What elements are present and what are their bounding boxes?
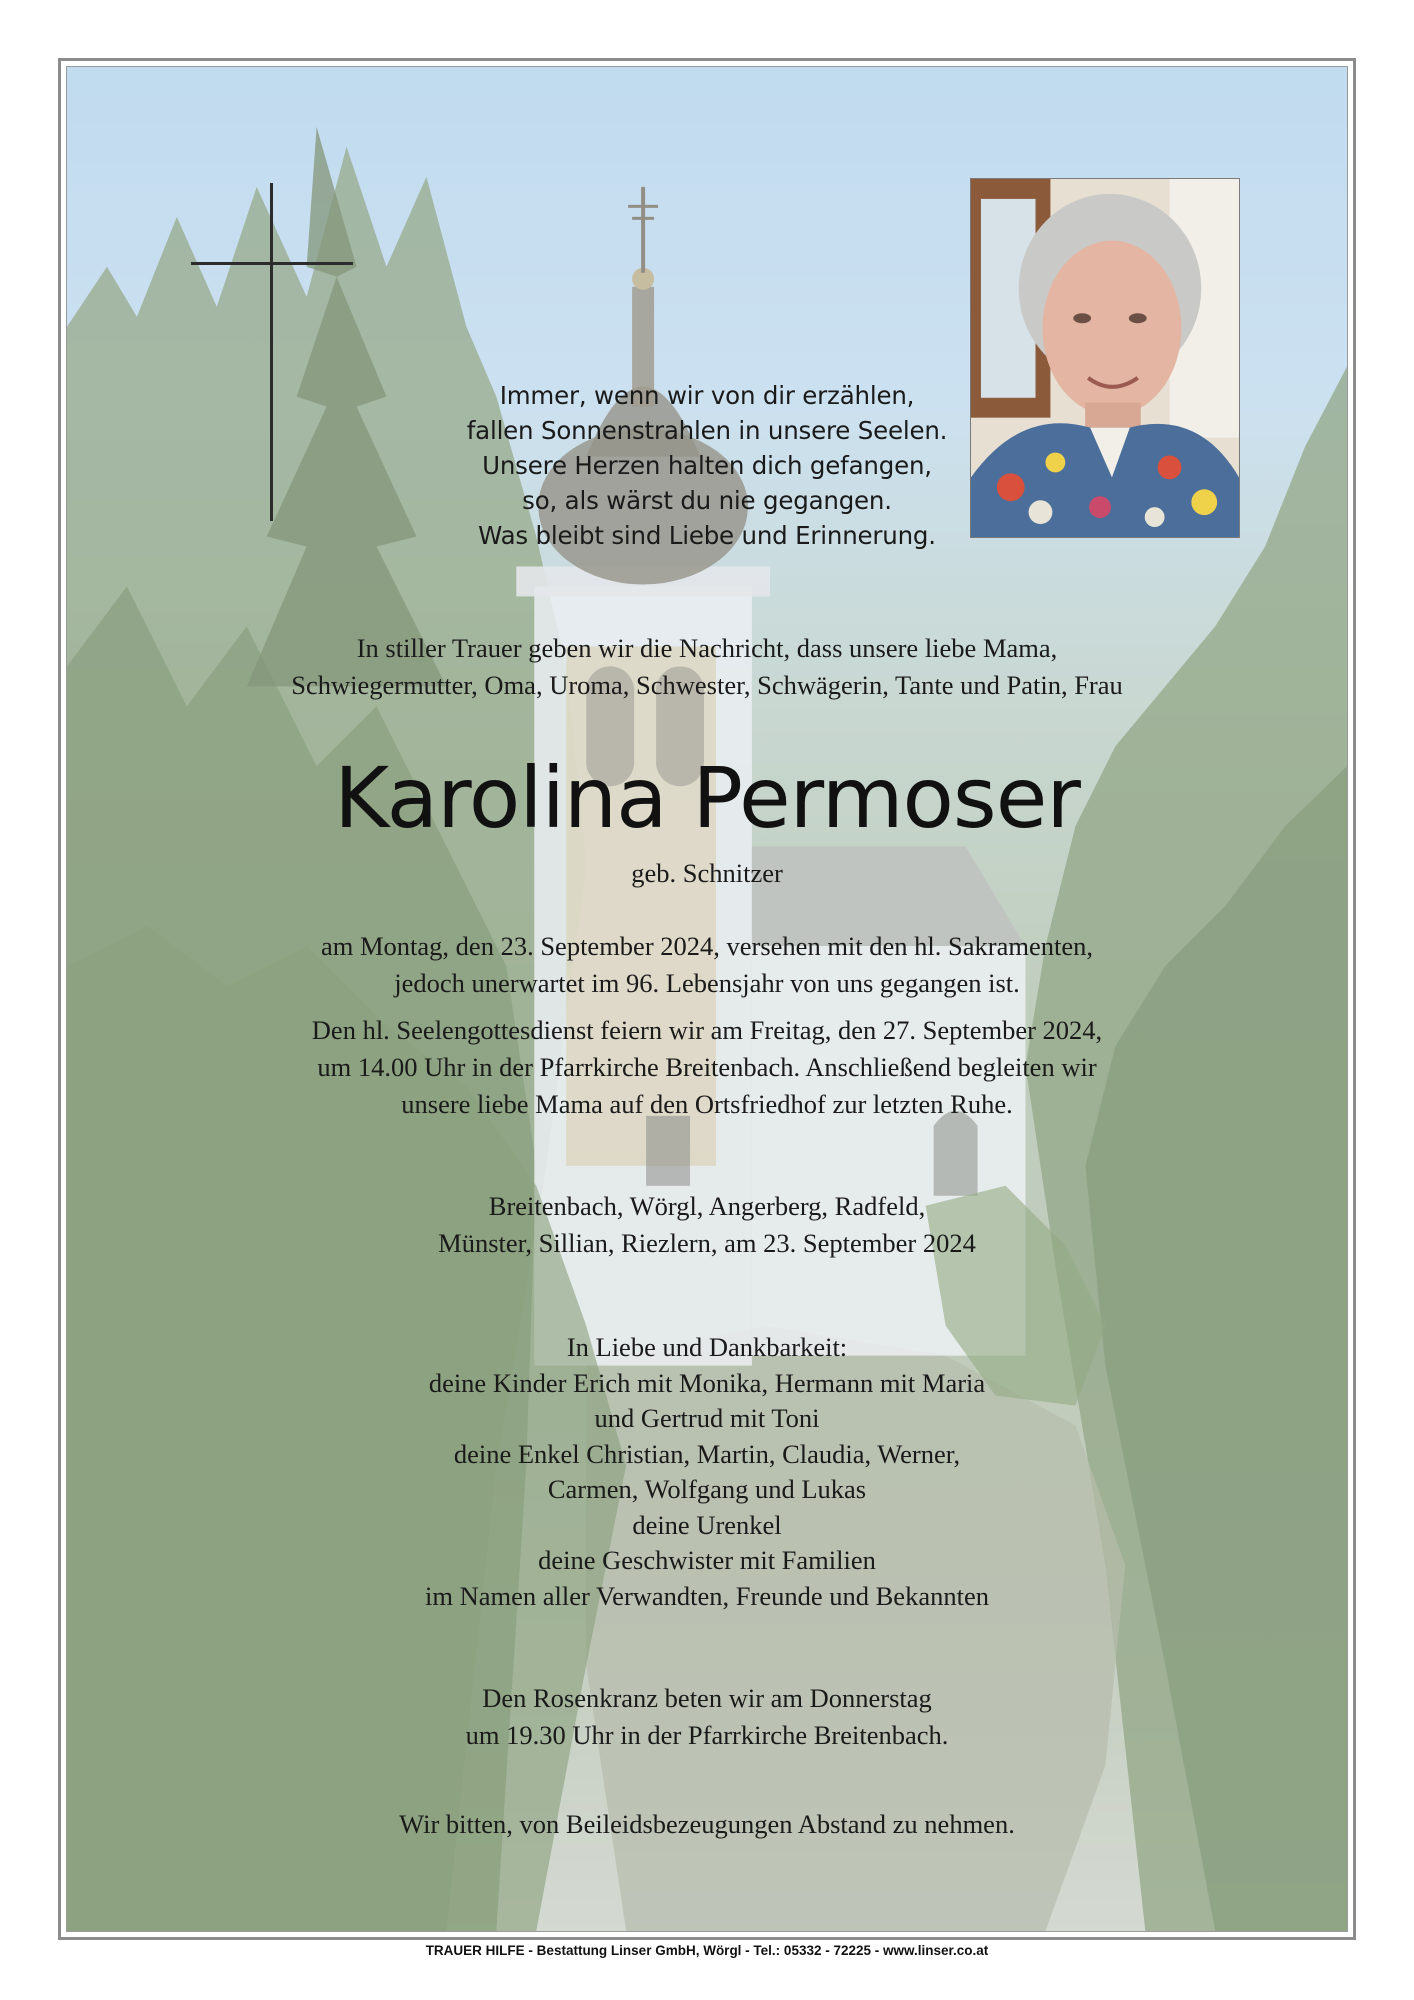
death-line: jedoch unerwartet im 96. Lebensjahr von uns gegangen ist.	[394, 968, 1020, 998]
poem-line: fallen Sonnenstrahlen in unsere Seelen.	[466, 416, 948, 445]
death-notice	[0, 928, 1414, 1002]
funeral-service	[0, 1012, 1414, 1123]
service-line: unsere liebe Mama auf den Ortsfriedhof zur letzten Ruhe.	[401, 1089, 1013, 1119]
death-line: am Montag, den 23. September 2024, versehen mit den hl. Sakramenten,	[321, 931, 1093, 961]
condolence-request: Wir bitten, von Beileidsbezeugungen Abstand zu nehmen.	[399, 1809, 1015, 1839]
family-line: im Namen aller Verwandten, Freunde und Bekannten	[425, 1580, 989, 1611]
family-line: deine Kinder Erich mit Monika, Hermann mit Maria	[428, 1367, 986, 1398]
places-line: Breitenbach, Wörgl, Angerberg, Radfeld,	[488, 1191, 926, 1221]
announcement-intro	[0, 630, 1414, 704]
intro-line: In stiller Trauer geben wir die Nachricht, dass unsere liebe Mama,	[356, 633, 1058, 663]
memorial-poem	[0, 378, 1414, 553]
family-line: In Liebe und Dankbarkeit:	[566, 1332, 848, 1362]
poem-line: so, als wärst du nie gegangen.	[522, 486, 892, 515]
family-line: Carmen, Wolfgang und Lukas	[547, 1474, 867, 1504]
birth-name: geb. Schnitzer	[631, 858, 783, 888]
mourners-list	[0, 1330, 1414, 1614]
family-line: deine Geschwister mit Familien	[538, 1545, 876, 1575]
deceased-name: Karolina Permoser	[334, 749, 1080, 847]
family-line: und Gertrud mit Toni	[594, 1403, 820, 1433]
places-and-date	[0, 1188, 1414, 1262]
intro-line: Schwiegermutter, Oma, Uroma, Schwester, Schwägerin, Tante und Patin, Frau	[291, 670, 1123, 700]
family-line: deine Urenkel	[632, 1509, 782, 1540]
places-line: Münster, Sillian, Riezlern, am 23. September 2024	[438, 1228, 976, 1258]
rosary-line: Den Rosenkranz beten wir am Donnerstag	[482, 1683, 932, 1713]
poem-line: Unsere Herzen halten dich gefangen,	[482, 451, 932, 480]
rosary-notice	[0, 1680, 1414, 1754]
service-line: Den hl. Seelengottesdienst feiern wir am Freitag, den 27. September 2024,	[311, 1015, 1103, 1045]
family-line: deine Enkel Christian, Martin, Claudia, Werner,	[453, 1438, 961, 1469]
rosary-line: um 19.30 Uhr in der Pfarrkirche Breitenbach.	[465, 1720, 949, 1750]
funeral-home-footer: TRAUER HILFE - Bestattung Linser GmbH, Wörgl - Tel.: 05332 - 72225 - www.linser.co.at	[425, 1943, 989, 1958]
service-line: um 14.00 Uhr in der Pfarrkirche Breitenbach. Anschließend begleiten wir	[317, 1052, 1097, 1082]
poem-line: Immer, wenn wir von dir erzählen,	[499, 381, 915, 410]
poem-line: Was bleibt sind Liebe und Erinnerung.	[478, 521, 936, 550]
